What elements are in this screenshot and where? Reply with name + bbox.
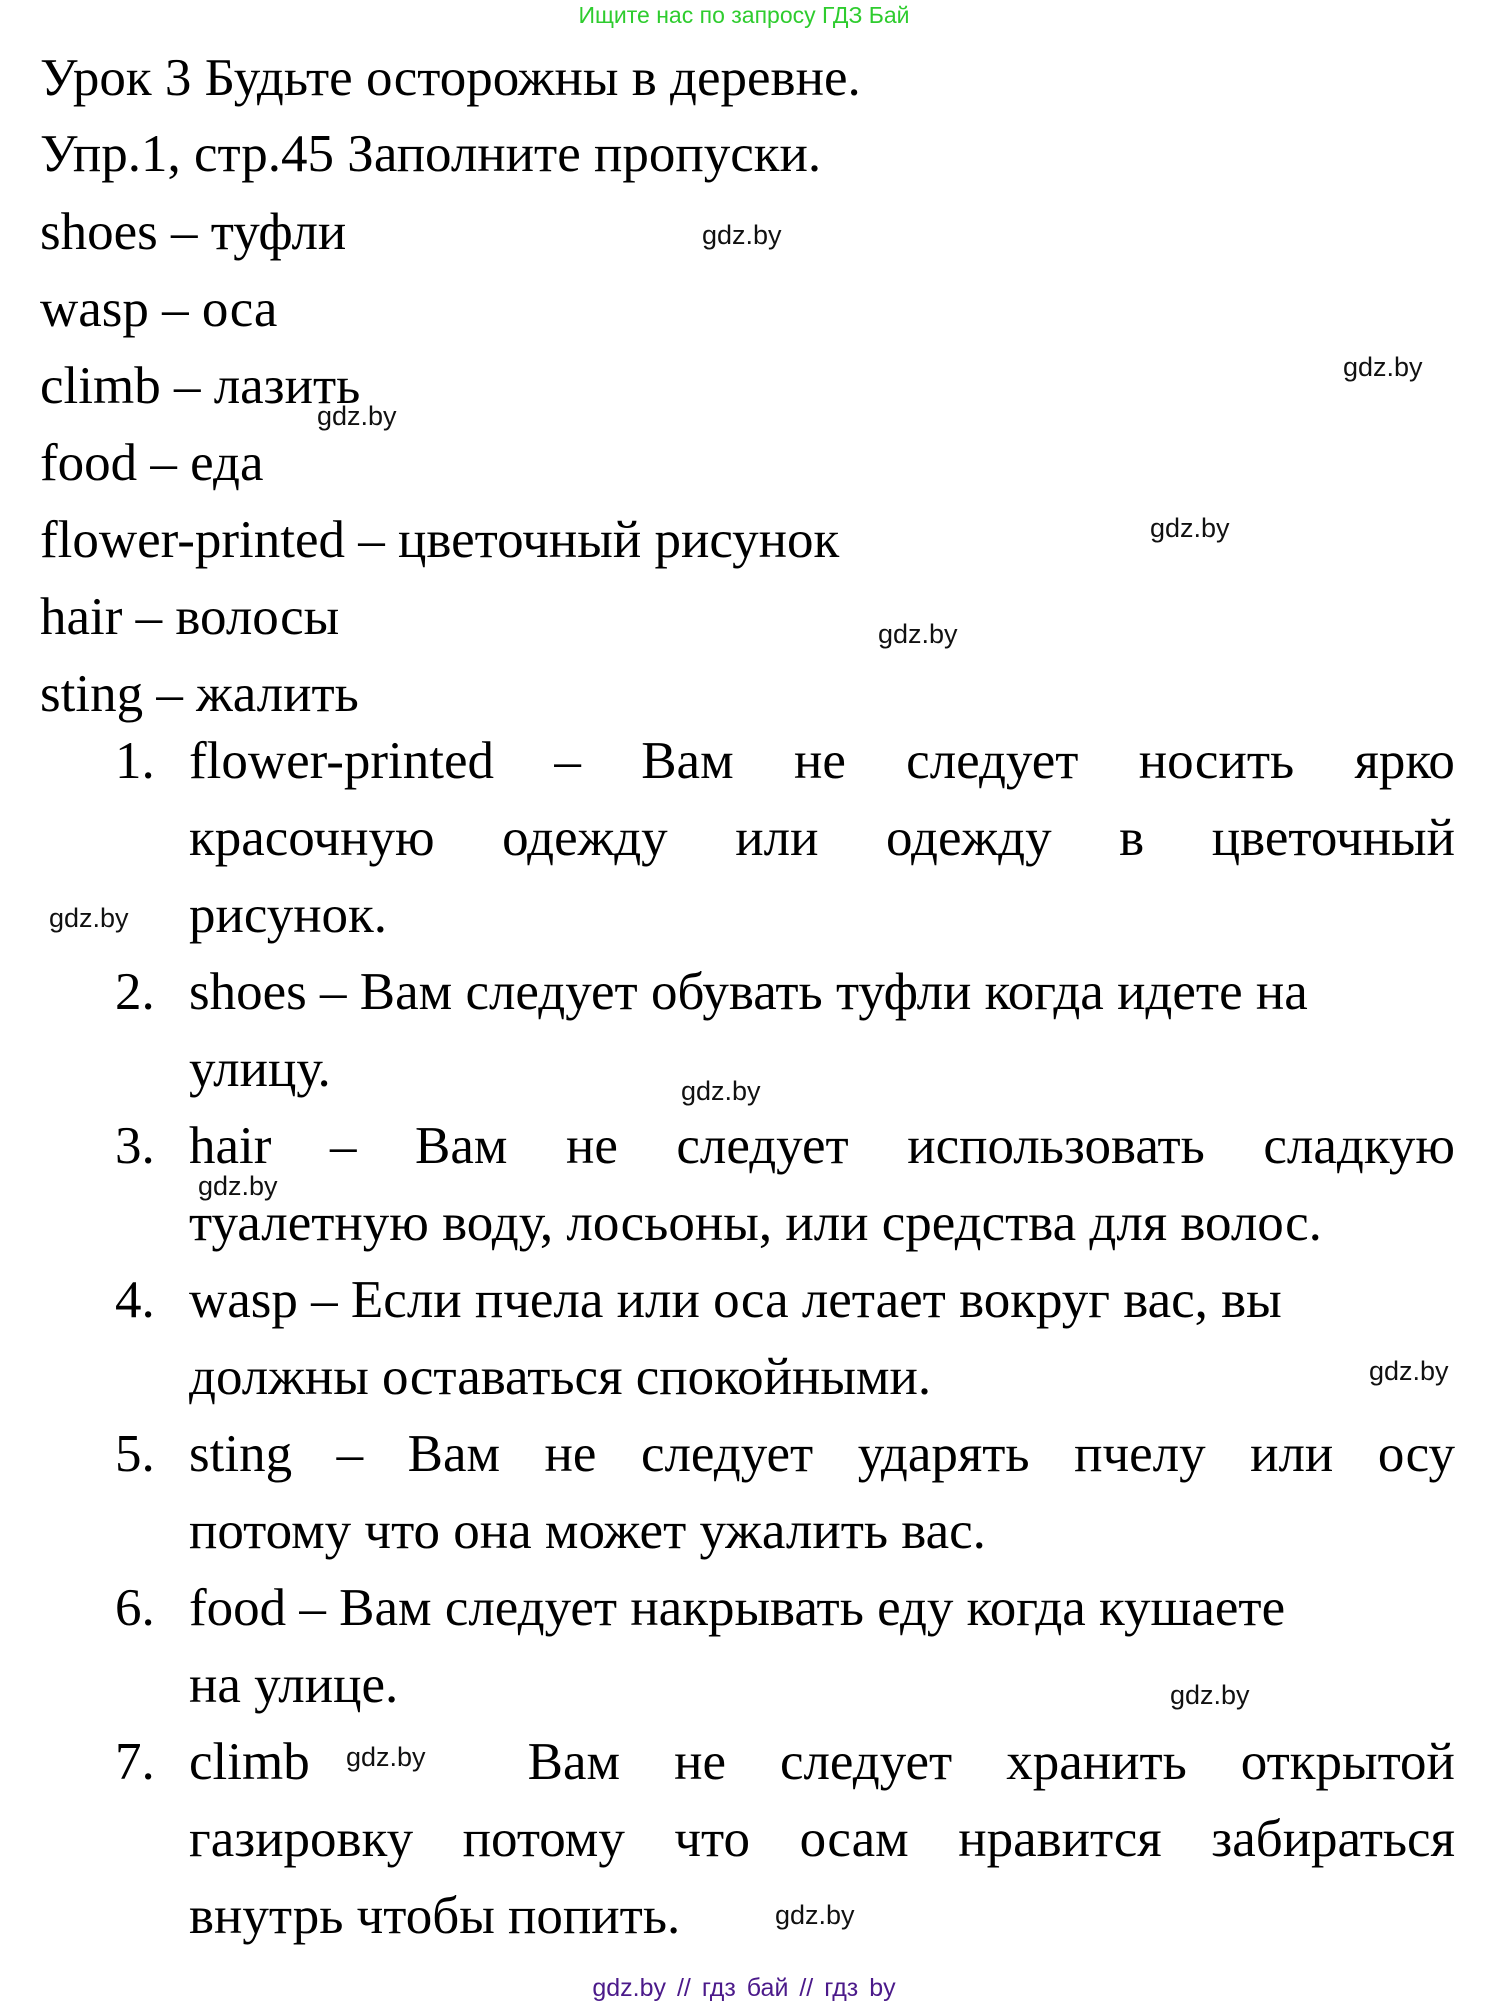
answer-word: одежду bbox=[886, 809, 1052, 867]
answer-word: нравится bbox=[958, 1810, 1162, 1868]
answer-line: туалетную воду, лосьоны, или средства для волос. bbox=[189, 1194, 1322, 1252]
answer-word: использовать bbox=[907, 1117, 1205, 1175]
answer-word: сладкую bbox=[1263, 1117, 1455, 1175]
answer-word: цветочный bbox=[1211, 809, 1455, 867]
answer-word: – bbox=[329, 1117, 357, 1175]
watermark: gdz.by bbox=[702, 220, 782, 250]
watermark: gdz.by bbox=[1170, 1680, 1250, 1710]
answer-line: улицу. bbox=[189, 1040, 331, 1098]
answer-number: 6. bbox=[115, 1579, 155, 1637]
answer-word: красочную bbox=[189, 809, 435, 867]
answer-line bbox=[189, 1809, 1455, 1869]
answer-word: осу bbox=[1377, 1425, 1455, 1483]
answer-word: не bbox=[544, 1425, 597, 1483]
answer-word: газировку bbox=[189, 1810, 414, 1868]
answer-word: не bbox=[793, 732, 846, 790]
answer-word: следует bbox=[779, 1733, 953, 1791]
vocab-item: wasp – оса bbox=[40, 280, 278, 338]
footer-links[interactable]: gdz.by // гдз бай // гдз by bbox=[592, 1974, 896, 2002]
watermark: gdz.by bbox=[1343, 352, 1423, 382]
answer-word: одежду bbox=[502, 809, 668, 867]
answer-number: 5. bbox=[115, 1425, 155, 1483]
answer-word: или bbox=[1250, 1425, 1334, 1483]
answer-number: 2. bbox=[115, 963, 155, 1021]
answer-word: sting bbox=[189, 1425, 293, 1483]
answer-word: hair bbox=[189, 1117, 272, 1175]
answer-word: что bbox=[674, 1810, 751, 1868]
answer-line: shoes – Вам следует обувать туфли когда идете на bbox=[189, 963, 1308, 1021]
answer-line: потому что она может ужалить вас. bbox=[189, 1502, 986, 1560]
answer-word: – bbox=[554, 732, 581, 790]
watermark: gdz.by bbox=[1369, 1356, 1449, 1386]
answer-word: Вам bbox=[407, 1425, 501, 1483]
answer-word: не bbox=[674, 1733, 726, 1791]
vocab-item: hair – волосы bbox=[40, 588, 340, 646]
watermark: gdz.by bbox=[49, 903, 129, 933]
answer-line: wasp – Если пчела или оса летает вокруг вас, вы bbox=[189, 1271, 1282, 1329]
answer-word: Вам bbox=[527, 1733, 621, 1791]
answer-number: 1. bbox=[115, 732, 155, 790]
watermark: gdz.by bbox=[681, 1076, 761, 1106]
answer-line bbox=[189, 731, 1455, 791]
watermark: gdz.by bbox=[775, 1900, 855, 1930]
answer-word: Вам bbox=[641, 732, 734, 790]
answer-word: ударять bbox=[857, 1425, 1030, 1483]
answer-word: – bbox=[336, 1425, 364, 1483]
watermark: gdz.by bbox=[317, 401, 397, 431]
answer-word: забираться bbox=[1211, 1810, 1455, 1868]
answer-word: хранить bbox=[1006, 1733, 1187, 1791]
answer-word: flower-printed bbox=[189, 732, 495, 790]
answer-line bbox=[189, 1424, 1455, 1484]
answer-number: 4. bbox=[115, 1271, 155, 1329]
answer-word: climb bbox=[189, 1733, 310, 1791]
answer-number: 7. bbox=[115, 1733, 155, 1791]
answer-line: должны оставаться спокойными. bbox=[189, 1348, 932, 1406]
search-banner[interactable]: Ищите нас по запросу ГДЗ Бай bbox=[578, 2, 910, 28]
vocab-item: climb – лазить bbox=[40, 357, 361, 415]
watermark: gdz.by bbox=[878, 619, 958, 649]
vocab-item: shoes – туфли bbox=[40, 203, 347, 261]
answer-word: следует bbox=[906, 732, 1079, 790]
watermark: gdz.by bbox=[198, 1171, 278, 1201]
answer-line: на улице. bbox=[189, 1656, 399, 1714]
answer-line: внутрь чтобы попить. bbox=[189, 1887, 681, 1945]
vocab-item: sting – жалить bbox=[40, 665, 359, 723]
answer-number: 3. bbox=[115, 1117, 155, 1175]
answer-word: Вам bbox=[415, 1117, 508, 1175]
watermark: gdz.by bbox=[1150, 513, 1230, 543]
answer-word: в bbox=[1119, 809, 1145, 867]
answer-line: food – Вам следует накрывать еду когда кушаете bbox=[189, 1579, 1286, 1637]
answer-line: рисунок. bbox=[189, 886, 388, 944]
answer-word: не bbox=[565, 1117, 618, 1175]
answer-word: следует bbox=[640, 1425, 814, 1483]
answer-word: пчелу bbox=[1074, 1425, 1206, 1483]
lesson-title: Урок 3 Будьте осторожны в деревне. bbox=[40, 49, 861, 107]
watermark: gdz.by bbox=[346, 1742, 426, 1772]
answer-word: носить bbox=[1138, 732, 1295, 790]
answer-word: открытой bbox=[1240, 1733, 1455, 1791]
vocab-item: flower-printed – цветочный рисунок bbox=[40, 511, 840, 569]
answer-word: или bbox=[735, 809, 819, 867]
vocab-item: food – еда bbox=[40, 434, 264, 492]
answer-line bbox=[189, 1116, 1455, 1176]
answer-word: следует bbox=[676, 1117, 849, 1175]
answer-word: ярко bbox=[1354, 732, 1455, 790]
answer-word: осам bbox=[799, 1810, 909, 1868]
answer-line bbox=[189, 808, 1455, 868]
exercise-title: Упр.1, стр.45 Заполните пропуски. bbox=[40, 125, 822, 183]
answer-word: потому bbox=[462, 1810, 625, 1868]
